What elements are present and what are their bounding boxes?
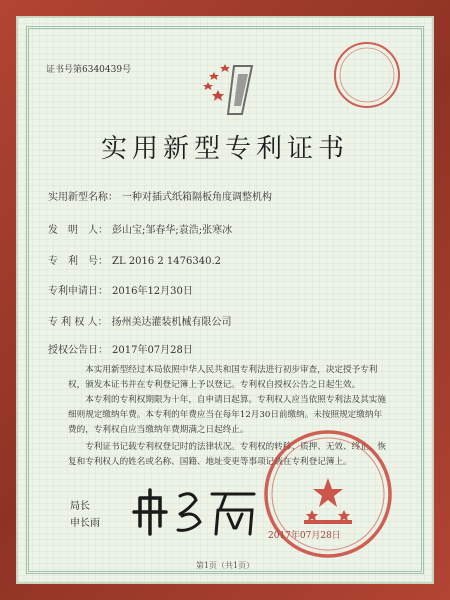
field-label: 授权公告日：: [48, 345, 108, 356]
agency-seal-icon: [332, 40, 402, 110]
paragraph-legal-status: 专利证书记载专利权登记时的法律状况。专利权的转移、质押、无效、终止、恢复和专利权人的姓名或名称、国籍、地址变更等事项记载在专利登记簿上。: [68, 442, 386, 467]
field-value: 2016年12月30日: [112, 286, 193, 297]
field-inventors: [48, 221, 232, 236]
field-label: 专利申请日：: [48, 286, 108, 297]
seal-date: 2017年07月28日: [268, 531, 341, 541]
field-value: 扬州美达灌装机械有限公司: [111, 317, 232, 328]
patent-office-emblem-icon: [200, 56, 264, 120]
field-patentee: [48, 313, 232, 328]
handwritten-signature-icon: [130, 480, 260, 540]
field-value: 2017年07月28日: [112, 345, 193, 356]
director-name: 申长雨: [70, 518, 100, 529]
field-label: 专 利 号：: [48, 256, 108, 267]
paragraph-term: 本专利的专利权期限为十年，自申请日起算。专利权人应当依照专利法及其实施细则规定缴纳年费。本专利的年费应当在每年12月30日前缴纳。未按照规定缴纳年费的，专利权自应当缴纳年费期满之日起终止。: [68, 395, 386, 435]
director-title: 局长: [70, 501, 90, 512]
page-number: 第1页（共1页）: [195, 561, 255, 570]
certificate-title: 实用新型专利证书: [100, 134, 349, 164]
field-value: 一种对插式纸箱隔板角度调整机构: [122, 192, 272, 203]
field-label: 实用新型名称：: [48, 192, 118, 203]
field-application-date: [48, 282, 193, 297]
paragraph-grant: 本实用新型经过本局依照中华人民共和国专利法进行初步审查，决定授予专利权，颁发本证书并在专利登记簿上予以登记。专利权自授权公告之日起生效。: [68, 365, 378, 390]
field-grant-date: [48, 341, 193, 356]
field-value: ZL 2016 2 1476340.2: [112, 256, 222, 267]
field-value: 彭山宝;邹春华;袁浩;张寒冰: [112, 225, 233, 236]
field-utility-model-name: [48, 188, 272, 203]
field-patent-number: [48, 252, 221, 267]
field-label: 发 明 人：: [48, 225, 108, 236]
field-label: 专 利 权 人：: [48, 317, 108, 328]
certificate-number: 证书号第6340439号: [46, 65, 132, 75]
